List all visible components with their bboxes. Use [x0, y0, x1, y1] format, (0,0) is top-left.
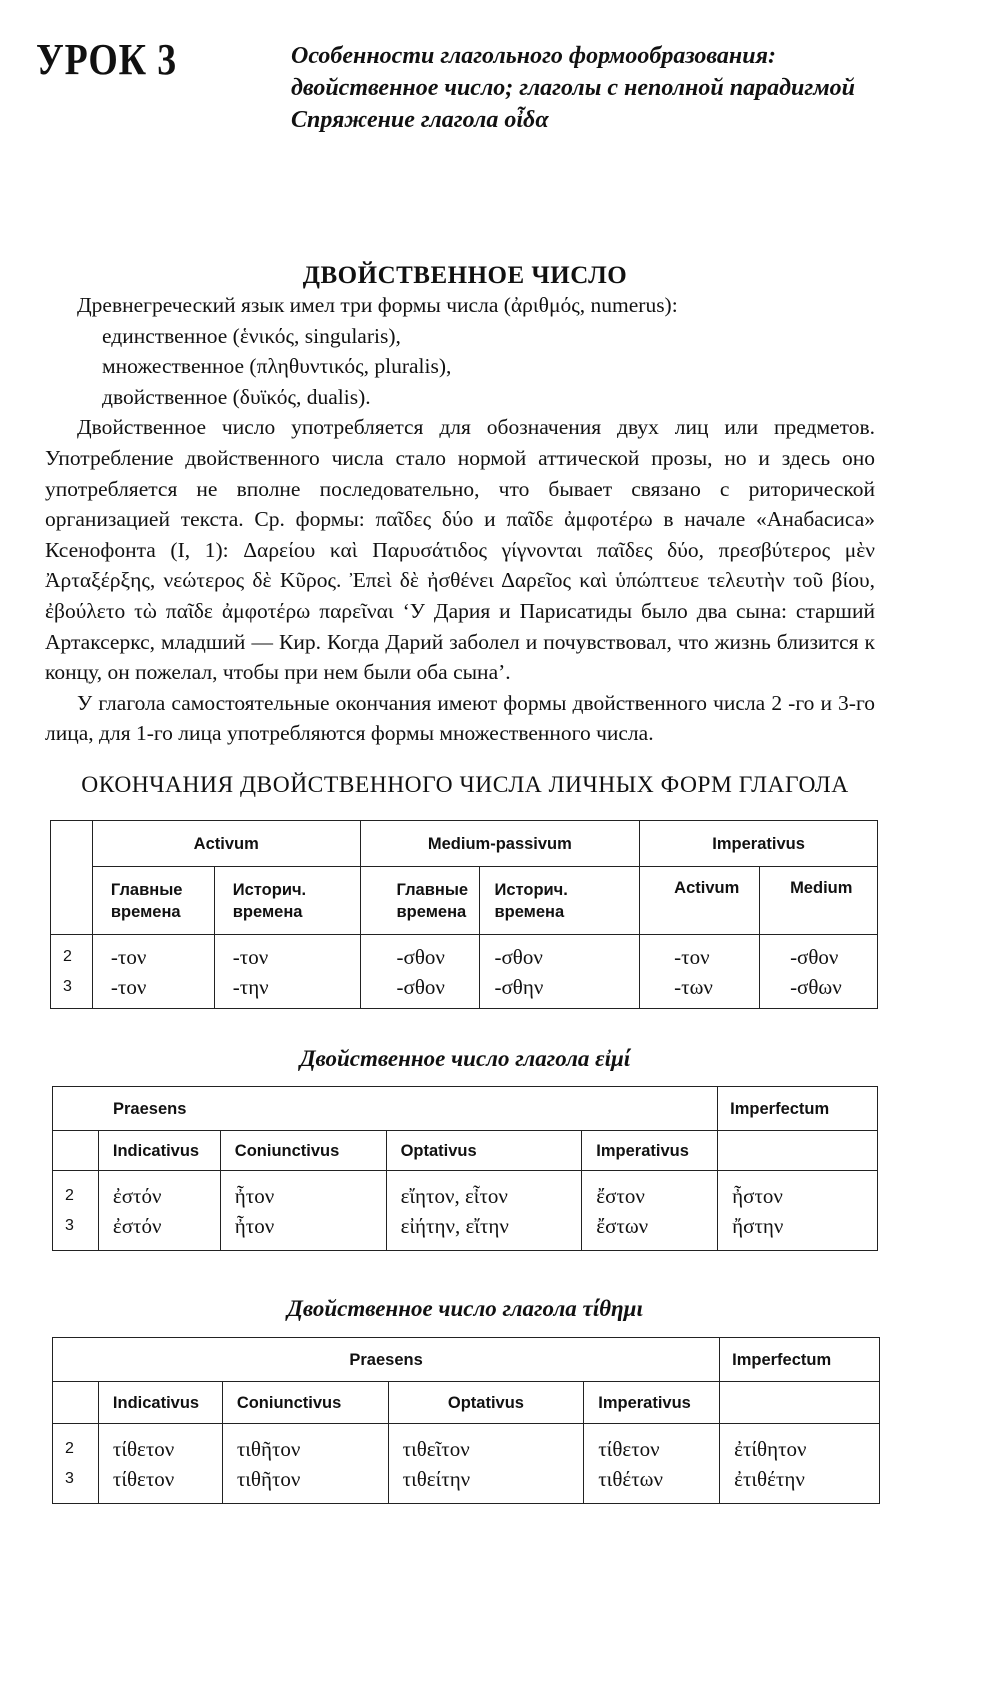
subheader: Главные времена — [360, 867, 480, 935]
ending-cell: -σθον -σθον — [360, 935, 480, 1009]
form-cell: εἴητον, εἶτον εἰήτην, εἴτην — [386, 1171, 582, 1251]
ending-cell: -σθον -σθων — [760, 935, 878, 1009]
person-numbers: 2 3 — [53, 1171, 99, 1251]
form-cell: ἐστόν ἐστόν — [98, 1171, 220, 1251]
empty-cell — [720, 1382, 880, 1424]
lesson-topic — [291, 40, 941, 136]
mood-header: Indicativus — [98, 1131, 220, 1171]
person-numbers: 2 3 — [51, 935, 93, 1009]
mood-header: Coniunctivus — [222, 1382, 388, 1424]
subheader: Medium — [760, 867, 878, 935]
ending-cell: -σθον -σθην — [480, 935, 640, 1009]
subheader: Историч. времена — [214, 867, 360, 935]
mood-header: Imperativus — [584, 1382, 720, 1424]
form-cell: ἐτίθητον ἐτιθέτην — [720, 1424, 880, 1504]
person-numbers: 2 3 — [53, 1424, 99, 1504]
group-header: Imperativus — [640, 821, 878, 867]
form-cell: ἦτον ἦτον — [220, 1171, 386, 1251]
topic-line: Особенности глагольного формообразования: — [291, 43, 776, 69]
group-header: Activum — [92, 821, 360, 867]
intro-paragraph: Древнегреческий язык имел три формы числа (ἀριθμός, numerus): — [77, 293, 678, 317]
group-header: Praesens — [53, 1087, 718, 1131]
eimi-table — [52, 1086, 878, 1251]
corner-cell — [53, 1382, 99, 1424]
subheader: Activum — [640, 867, 760, 935]
mood-header: Optativus — [386, 1131, 582, 1171]
ending-cell: -τον -τον — [92, 935, 214, 1009]
body-text — [45, 290, 875, 749]
empty-cell — [718, 1131, 878, 1171]
group-header: Imperfectum — [718, 1087, 878, 1131]
subheader: Историч. времена — [480, 867, 640, 935]
form-cell: τιθῆτον τιθῆτον — [222, 1424, 388, 1504]
paragraph: У глагола самостоятельные окончания имеют формы двойственного числа 2 -го и 3-го лица, для 1-го лица употребляются формы множественного числа. — [45, 690, 875, 746]
mood-header: Coniunctivus — [220, 1131, 386, 1171]
ending-cell: -τον -των — [640, 935, 760, 1009]
topic-line: двойственное число; глаголы с неполной парадигмой — [291, 75, 855, 101]
list-item: единственное (ἑνικός, singularis), — [102, 323, 401, 348]
group-header: Imperfectum — [720, 1338, 880, 1382]
form-cell: ἔστον ἔστων — [582, 1171, 718, 1251]
lesson-number: УРОК 3 — [36, 35, 178, 84]
form-cell: τιθεῖτον τιθείτην — [388, 1424, 584, 1504]
list-item: множественное (πληθυντικός, pluralis), — [102, 354, 452, 379]
corner-cell — [51, 821, 93, 935]
paragraph: Двойственное число употребляется для обозначения двух лиц или предметов. Употребление двойственного числа стало нормой аттической прозы, но и здесь оно употребляется не вполне последовательно, что бывает связано с риторической организацией текста. Ср. формы: παῖδες δύο и παῖδε ἀμφοτέρω в начале «Анабасиса» Ксенофонта (I, 1): Δαρείου καὶ Παρυσάτιδος γίγνονται παῖδες δύο, πρεσβύτερος μὲν Ἀρταξέρξης, νεώτερος δὲ Κῦρος. Ἐπεὶ δὲ ἠσθένει Δαρεῖος καὶ ὑπώπτευε τελευτὴν τοῦ βίου, ἐβούλετο τὼ παῖδε ἀμφοτέρω παρεῖναι ‘У Дария и Парисатиды было два сына: старший Артаксеркс, младший — Кир. Когда Дарий заболел и почувствовал, что жизнь близится к концу, он пожелал, чтобы при нем были оба сына’. — [45, 415, 875, 685]
ending-cell: -τον -την — [214, 935, 360, 1009]
section-title: ДВОЙСТВЕННОЕ ЧИСЛО — [302, 262, 628, 289]
subheader: Главные времена — [92, 867, 214, 935]
endings-table — [50, 820, 878, 1009]
corner-cell — [53, 1131, 99, 1171]
tithemi-table-title: Двойственное число глагола τίθημι — [287, 1296, 643, 1321]
tithemi-table — [52, 1337, 880, 1504]
group-header: Medium-passivum — [360, 821, 640, 867]
form-cell: τίθετον τίθετον — [98, 1424, 222, 1504]
form-cell: ἦστον ἤστην — [718, 1171, 878, 1251]
group-header: Praesens — [53, 1338, 720, 1382]
mood-header: Imperativus — [582, 1131, 718, 1171]
topic-line: Спряжение глагола οἶδα — [291, 107, 549, 133]
mood-header: Optativus — [388, 1382, 584, 1424]
mood-header: Indicativus — [98, 1382, 222, 1424]
eimi-table-title: Двойственное число глагола εἰμί — [299, 1046, 631, 1071]
list-item: двойственное (δυϊκός, dualis). — [102, 384, 371, 409]
endings-table-title: ОКОНЧАНИЯ ДВОЙСТВЕННОГО ЧИСЛА ЛИЧНЫХ ФОРМ ГЛАГОЛА — [81, 772, 849, 798]
form-cell: τίθετον τιθέτων — [584, 1424, 720, 1504]
